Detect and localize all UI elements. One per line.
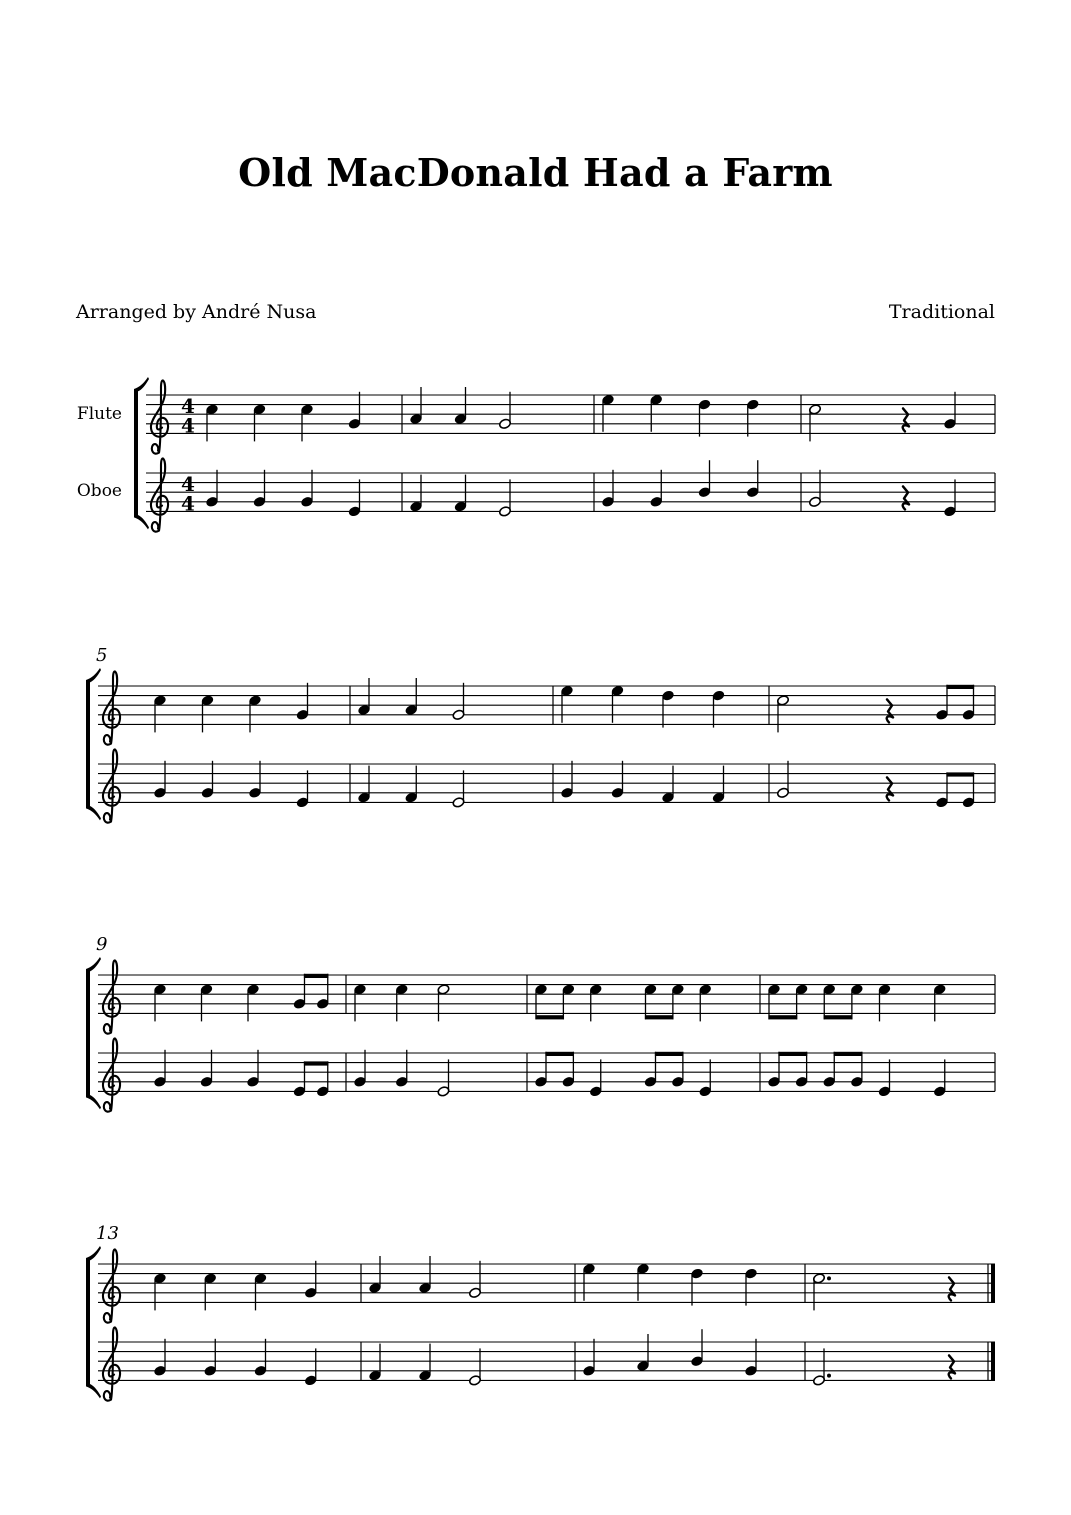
beam [535, 1015, 564, 1019]
beam [824, 1015, 853, 1019]
quarter-rest [887, 699, 893, 722]
beam [778, 1052, 807, 1056]
treble-clef [103, 1327, 120, 1400]
final-barline [991, 1264, 995, 1302]
arranger-credit: Arranged by André Nusa [76, 301, 317, 323]
system-bracket [86, 1258, 90, 1386]
time-signature-top: 4 [181, 472, 195, 497]
system-bracket [86, 680, 90, 808]
treble-clef [103, 1038, 120, 1111]
final-barline [991, 1342, 995, 1380]
treble-clef [103, 1249, 120, 1322]
quarter-rest [887, 777, 893, 800]
treble-clef [103, 749, 120, 822]
measure-number: 13 [96, 1223, 119, 1244]
augmentation-dot [827, 1276, 831, 1280]
time-signature-bottom: 4 [181, 413, 195, 438]
treble-clef [151, 458, 168, 531]
beam [304, 974, 328, 978]
song-title: Old MacDonald Had a Farm [238, 150, 833, 195]
bracket-hook-top [86, 668, 101, 683]
beam [545, 1052, 574, 1056]
bracket-hook-top [86, 1246, 101, 1261]
beam [645, 1015, 674, 1019]
bracket-hook-bottom [86, 1094, 101, 1109]
beam [304, 1061, 328, 1065]
bracket-hook-bottom [86, 805, 101, 820]
measure-number: 5 [96, 645, 108, 666]
treble-clef [103, 960, 120, 1033]
quarter-rest [949, 1277, 955, 1300]
measure-number: 9 [96, 934, 108, 955]
beam [768, 1015, 797, 1019]
treble-clef [151, 380, 168, 453]
beam [655, 1052, 684, 1056]
time-signature-bottom: 4 [181, 491, 195, 516]
bracket-hook-top [86, 957, 101, 972]
bracket-hook-bottom [86, 1383, 101, 1398]
bracket-hook-bottom [134, 514, 149, 529]
treble-clef [103, 671, 120, 744]
instrument-name-flute: Flute [76, 404, 122, 424]
quarter-rest [903, 486, 909, 509]
beam [946, 685, 974, 689]
quarter-rest [949, 1355, 955, 1378]
instrument-name-oboe: Oboe [76, 481, 122, 501]
augmentation-dot [827, 1374, 831, 1378]
system-bracket [86, 969, 90, 1097]
beam [834, 1052, 863, 1056]
bracket-hook-top [134, 377, 149, 392]
beam [946, 772, 974, 776]
system-bracket [134, 389, 138, 517]
quarter-rest [903, 408, 909, 431]
composer-credit: Traditional [888, 301, 995, 323]
time-signature-top: 4 [181, 394, 195, 419]
